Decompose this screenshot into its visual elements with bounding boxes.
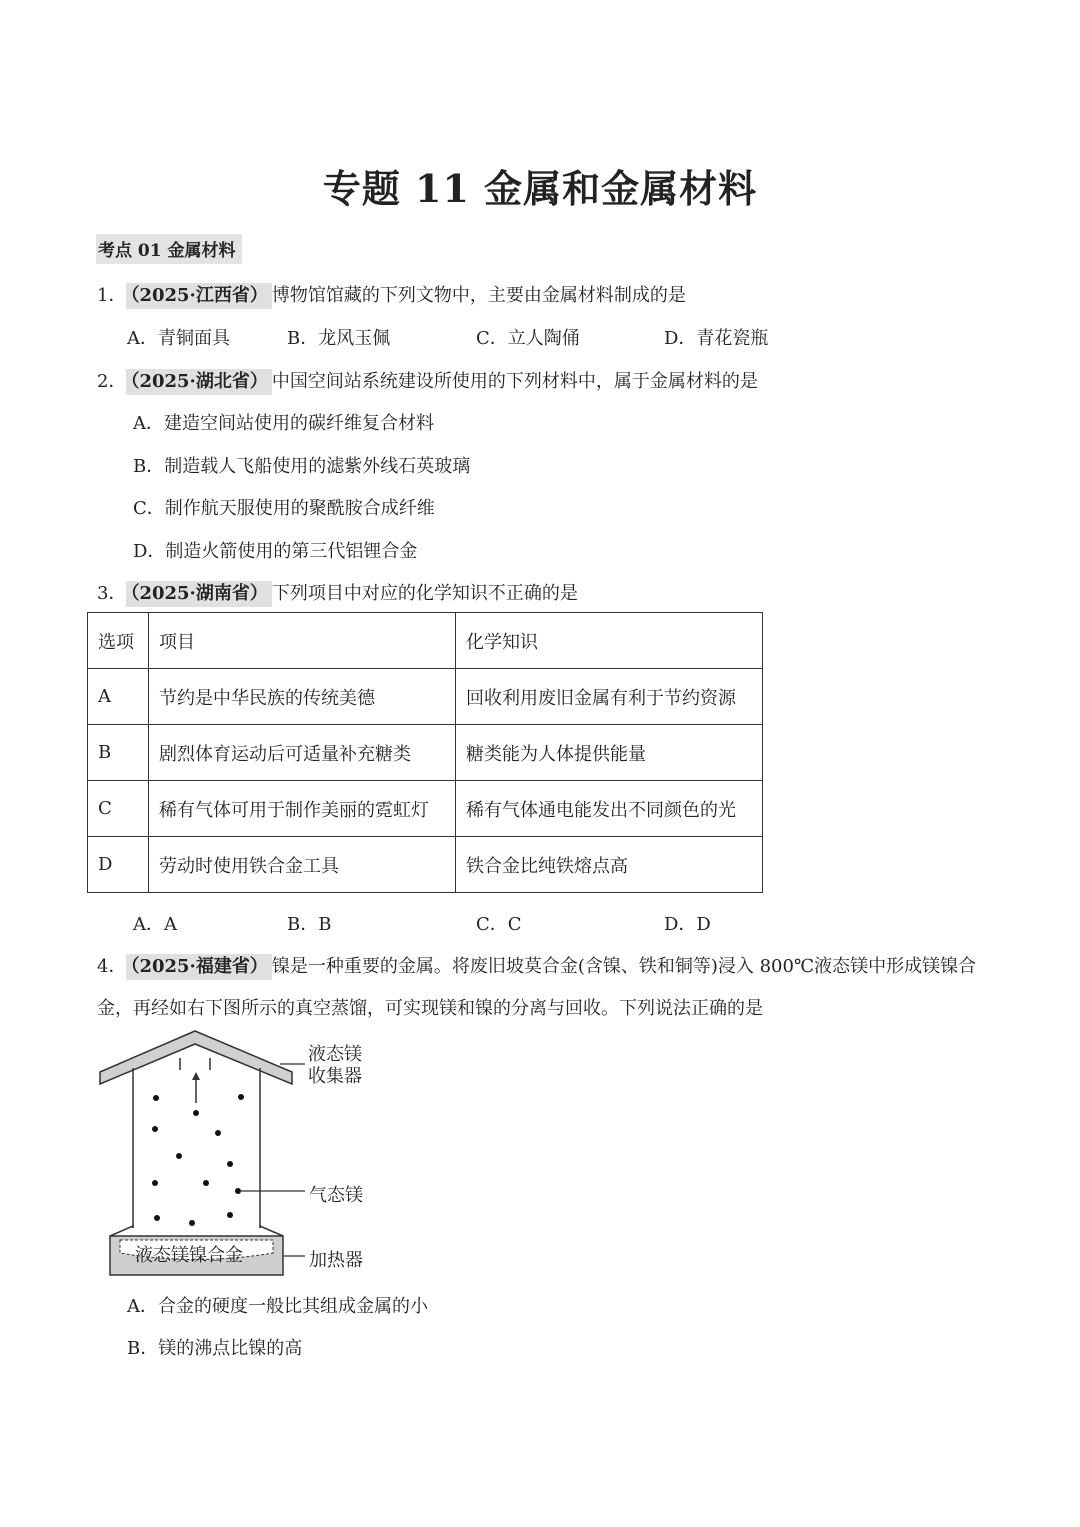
source-tag: （2025·湖北省） bbox=[126, 369, 271, 395]
table-cell: C bbox=[88, 781, 149, 837]
question-text: 下列项目中对应的化学知识不正确的是 bbox=[271, 583, 578, 604]
label-collector-line-2: 收集器 bbox=[308, 1066, 362, 1087]
label-heater: 加热器 bbox=[309, 1250, 363, 1271]
table-cell: 节约是中华民族的传统美德 bbox=[149, 669, 456, 725]
table-cell: 剧烈体育运动后可适量补充糖类 bbox=[149, 725, 456, 781]
question-3 bbox=[97, 579, 578, 605]
source-tag: （2025·福建省） bbox=[126, 954, 271, 980]
option-a: A．青铜面具 bbox=[127, 328, 230, 349]
table-row bbox=[88, 725, 763, 781]
option-a: A．建造空间站使用的碳纤维复合材料 bbox=[133, 413, 434, 434]
question-1 bbox=[97, 281, 686, 307]
table-cell: 稀有气体可用于制作美丽的霓虹灯 bbox=[149, 781, 456, 837]
option-d: D．制造火箭使用的第三代铝锂合金 bbox=[133, 541, 418, 562]
question-2 bbox=[97, 367, 758, 393]
label-gaseous-magnesium: 气态镁 bbox=[309, 1185, 363, 1206]
table-cell: 稀有气体通电能发出不同颜色的光 bbox=[456, 781, 763, 837]
table-cell: A bbox=[88, 669, 149, 725]
question-text: 博物馆馆藏的下列文物中，主要由金属材料制成的是 bbox=[271, 285, 686, 306]
table-cell: 糖类能为人体提供能量 bbox=[456, 725, 763, 781]
section-heading: 考点 01 金属材料 bbox=[96, 234, 242, 264]
table-cell: 铁合金比纯铁熔点高 bbox=[456, 837, 763, 893]
question-number: 4． bbox=[97, 956, 127, 977]
table-header-cell: 选项 bbox=[88, 613, 149, 669]
question-number: 3． bbox=[97, 583, 127, 604]
option-d: D．青花瓷瓶 bbox=[664, 328, 769, 349]
label-collector-line-1: 液态镁 bbox=[308, 1044, 362, 1065]
option-a: A．A bbox=[133, 914, 177, 935]
question-text: 中国空间站系统建设所使用的下列材料中，属于金属材料的是 bbox=[271, 371, 758, 392]
table-header-row bbox=[88, 613, 763, 669]
option-b: B．B bbox=[287, 914, 332, 935]
question-4-line-1 bbox=[97, 952, 976, 978]
table-row bbox=[88, 781, 763, 837]
page-title: 专题 11 金属和金属材料 bbox=[322, 166, 758, 211]
option-c: C．立人陶俑 bbox=[476, 328, 580, 349]
table-row bbox=[88, 669, 763, 725]
table-cell: D bbox=[88, 837, 149, 893]
option-a: A．合金的硬度一般比其组成金属的小 bbox=[127, 1296, 428, 1317]
table-row bbox=[88, 837, 763, 893]
option-b: B．镁的沸点比镍的高 bbox=[127, 1338, 303, 1359]
option-c: C．C bbox=[476, 914, 522, 935]
gas-particles bbox=[152, 1094, 244, 1226]
option-b: B．制造载人飞船使用的滤紫外线石英玻璃 bbox=[133, 456, 471, 477]
option-b: B．龙风玉佩 bbox=[287, 328, 391, 349]
source-tag: （2025·湖南省） bbox=[126, 581, 271, 607]
table-header-cell: 化学知识 bbox=[456, 613, 763, 669]
label-liquid-alloy: 液态镁镍合金 bbox=[135, 1245, 243, 1266]
table-cell: 劳动时使用铁合金工具 bbox=[149, 837, 456, 893]
question-number: 1． bbox=[97, 285, 127, 306]
question-text: 镍是一种重要的金属。将废旧坡莫合金(含镍、铁和铜等)浸入 800℃液态镁中形成镁镍合 bbox=[271, 956, 977, 977]
table-cell: 回收利用废旧金属有利于节约资源 bbox=[456, 669, 763, 725]
option-c: C．制作航天服使用的聚酰胺合成纤维 bbox=[133, 498, 435, 519]
table-header-cell: 项目 bbox=[149, 613, 456, 669]
knowledge-table bbox=[87, 612, 763, 893]
source-tag: （2025·江西省） bbox=[126, 283, 271, 309]
question-number: 2． bbox=[97, 371, 127, 392]
question-4-line-2: 金，再经如右下图所示的真空蒸馏，可实现镁和镍的分离与回收。下列说法正确的是 bbox=[97, 998, 763, 1019]
option-d: D．D bbox=[664, 914, 711, 935]
table-cell: B bbox=[88, 725, 149, 781]
